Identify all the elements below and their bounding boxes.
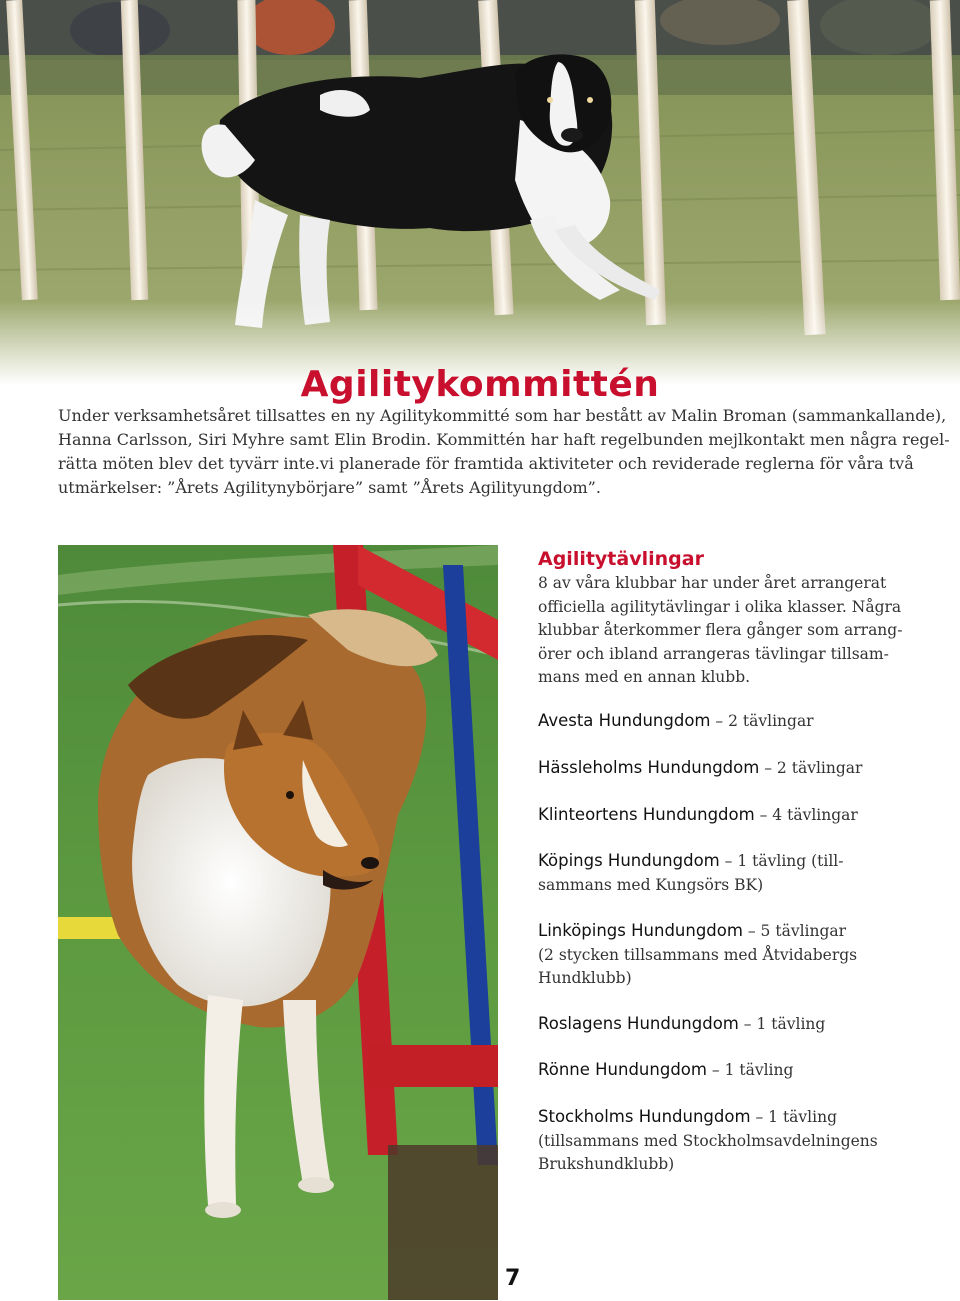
- club-name: Roslagens Hundungdom: [538, 1014, 739, 1033]
- club-line: [538, 803, 938, 828]
- club-name: Stockholms Hundungdom: [538, 1107, 751, 1126]
- intro-line: Under verksamhetsåret tillsattes en ny Agilitykommitté som har bestått av Malin Broman (sammankallande),: [58, 406, 947, 425]
- club-entry-stockholm: [538, 1105, 938, 1177]
- club-entry-klinteorten: [538, 803, 938, 828]
- club-name: Köpings Hundungdom: [538, 851, 720, 870]
- section-body-line: örer och ibland arrangeras tävlingar tillsam-: [538, 644, 889, 663]
- club-detail: – 2 tävlingar: [710, 712, 814, 730]
- section-title: Agilitytävlingar: [538, 548, 704, 570]
- section-body-line: mans med en annan klubb.: [538, 668, 751, 686]
- club-name: Klinteortens Hundungdom: [538, 805, 755, 824]
- club-line: [538, 1012, 938, 1037]
- section-body: [538, 572, 938, 690]
- club-name: Hässleholms Hundungdom: [538, 758, 760, 777]
- club-line: [538, 1058, 938, 1083]
- club-line: [538, 709, 938, 734]
- club-extra-line: (2 stycken tillsammans med Åtvidabergs: [538, 945, 858, 964]
- club-extra-line: Brukshundklubb): [538, 1155, 675, 1173]
- club-name: Rönne Hundungdom: [538, 1060, 707, 1079]
- club-entry-hassleholm: [538, 756, 938, 781]
- club-entry-avesta: [538, 709, 938, 734]
- page-title: Agilitykommittén: [300, 364, 660, 405]
- intro-paragraph: [58, 404, 950, 500]
- club-entry-roslagen: [538, 1012, 938, 1037]
- club-detail: – 2 tävlingar: [759, 759, 863, 777]
- club-name: Avesta Hundungdom: [538, 711, 711, 730]
- photo-border-collie-weave-poles: [0, 0, 960, 385]
- club-extra-line: Hundklubb): [538, 969, 632, 987]
- section-body-line: 8 av våra klubbar har under året arrangerat: [538, 574, 887, 592]
- club-line: [538, 1105, 938, 1130]
- club-entry-koping: [538, 849, 938, 897]
- intro-line: utmärkelser: ”Årets Agilitynybörjare” samt ”Årets Agilityungdom”.: [58, 478, 601, 497]
- club-detail: – 1 tävling (till-: [719, 852, 844, 870]
- club-detail: – 1 tävling: [738, 1015, 826, 1033]
- club-extra-line: sammans med Kungsörs BK): [538, 875, 764, 894]
- club-detail: – 5 tävlingar: [742, 922, 847, 940]
- club-name: Linköpings Hundungdom: [538, 921, 743, 940]
- club-extra-line: (tillsammans med Stockholmsavdelningens: [538, 1131, 878, 1150]
- club-line: [538, 756, 938, 781]
- page-number: 7: [505, 1266, 521, 1291]
- club-detail: – 4 tävlingar: [754, 806, 858, 824]
- intro-line: rätta möten blev det tyvärr inte.vi planerade för framtida aktiviteter och reviderade reglerna för våra två: [58, 454, 914, 473]
- section-body-line: klubbar återkommer flera gånger som arrang-: [538, 621, 903, 639]
- club-line: [538, 849, 938, 874]
- club-line: [538, 919, 938, 944]
- photo-sheltie-agility-jump: [58, 545, 498, 1300]
- section-body-line: officiella agilitytävlingar i olika klasser. Några: [538, 597, 902, 616]
- intro-line: Hanna Carlsson, Siri Myhre samt Elin Brodin. Kommittén har haft regelbunden mejlkontakt men några regel-: [58, 430, 950, 449]
- club-detail: – 1 tävling: [706, 1061, 794, 1079]
- club-entry-ronne: [538, 1058, 938, 1083]
- club-detail: – 1 tävling: [750, 1108, 837, 1126]
- club-entry-linkoping: [538, 919, 938, 991]
